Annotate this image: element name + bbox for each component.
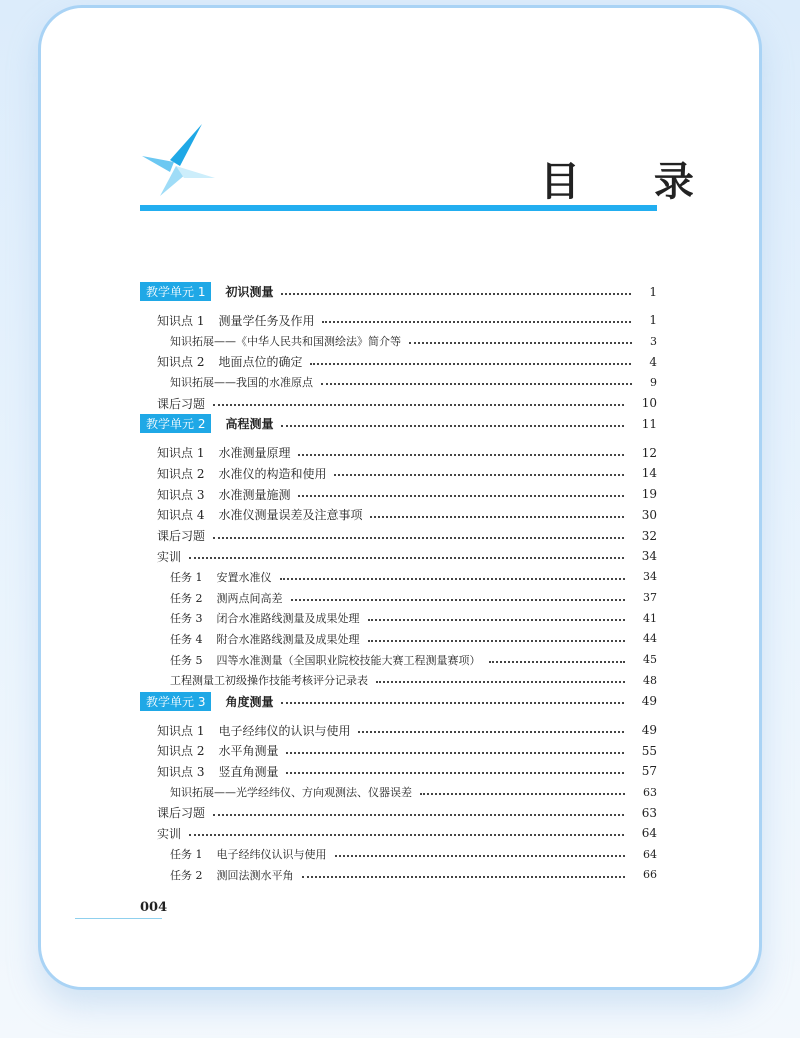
dot-leader xyxy=(409,342,632,344)
dot-leader xyxy=(213,537,624,539)
dot-leader xyxy=(335,855,626,857)
entry-label: 任务 4 xyxy=(170,632,203,646)
toc-row[interactable] xyxy=(140,740,657,761)
entry-page: 66 xyxy=(643,868,657,882)
entry-page: 9 xyxy=(650,375,657,389)
toc-row[interactable] xyxy=(140,802,657,823)
dot-leader xyxy=(334,474,623,476)
entry-page: 37 xyxy=(643,591,657,605)
dot-leader xyxy=(281,293,631,295)
toc-row[interactable] xyxy=(140,649,657,670)
entry-page: 64 xyxy=(641,826,657,841)
entry-page: 41 xyxy=(643,611,657,625)
page-number-rule xyxy=(75,918,162,919)
dot-leader xyxy=(298,454,623,456)
dot-leader xyxy=(368,640,626,642)
entry-label: 知识点 3 xyxy=(157,764,205,779)
entry-title: 附合水准路线测量及成果处理 xyxy=(216,632,360,646)
toc-row[interactable] xyxy=(140,629,657,650)
entry-label: 知识点 1 xyxy=(157,446,205,461)
page-title: 目 录 xyxy=(540,159,724,205)
toc-row[interactable] xyxy=(140,463,657,484)
dot-leader xyxy=(321,383,632,385)
unit-badge: 教学单元 2 xyxy=(140,414,211,433)
title-underline xyxy=(140,205,657,211)
entry-page: 45 xyxy=(643,653,657,667)
entry-page: 3 xyxy=(650,334,657,348)
entry-page: 49 xyxy=(641,723,657,738)
dot-leader xyxy=(376,681,625,683)
entry-title: 课后习题 xyxy=(157,396,206,411)
entry-label: 任务 1 xyxy=(170,848,203,862)
toc-row[interactable] xyxy=(140,608,657,629)
dot-leader xyxy=(298,495,623,497)
entry-page: 12 xyxy=(641,445,657,460)
entry-title: 测量学任务及作用 xyxy=(218,313,315,328)
entry-title: 知识拓展——光学经纬仪、方向观测法、仪器误差 xyxy=(170,786,412,800)
dot-leader xyxy=(281,702,623,704)
entry-label: 知识点 3 xyxy=(157,487,205,502)
toc-row[interactable] xyxy=(140,567,657,588)
dot-leader xyxy=(420,793,625,795)
entry-page: 63 xyxy=(641,805,657,820)
entry-title: 电子经纬仪认识与使用 xyxy=(216,848,327,862)
entry-label: 知识点 2 xyxy=(157,744,205,759)
entry-label: 任务 5 xyxy=(170,653,203,667)
toc-row[interactable] xyxy=(140,351,657,372)
dot-leader xyxy=(291,599,626,601)
toc-row[interactable] xyxy=(140,484,657,505)
entry-label: 知识点 1 xyxy=(157,313,205,328)
dot-leader xyxy=(368,619,626,621)
entry-page: 63 xyxy=(643,785,657,799)
toc-row[interactable] xyxy=(140,670,657,691)
toc-row[interactable] xyxy=(140,393,657,414)
unit-badge: 教学单元 1 xyxy=(140,282,211,301)
toc-row[interactable] xyxy=(140,372,657,393)
entry-page: 1 xyxy=(649,313,657,328)
entry-title: 电子经纬仪的认识与使用 xyxy=(218,723,351,738)
dot-leader xyxy=(358,731,623,733)
dot-leader xyxy=(370,516,623,518)
toc-row[interactable] xyxy=(140,844,657,865)
entry-title: 实训 xyxy=(157,826,182,841)
entry-title: 课后习题 xyxy=(157,529,206,544)
toc-unit-row[interactable] xyxy=(140,281,657,302)
dot-leader xyxy=(213,404,624,406)
entry-title: 水准测量施测 xyxy=(218,487,291,502)
entry-title: 地面点位的确定 xyxy=(218,355,303,370)
entry-title: 测回法测水平角 xyxy=(216,868,294,882)
dot-leader xyxy=(189,557,624,559)
toc-row[interactable] xyxy=(140,546,657,567)
entry-page: 48 xyxy=(643,673,657,687)
entry-title: 知识拓展——我国的水准原点 xyxy=(170,376,313,390)
entry-title: 安置水准仪 xyxy=(216,570,272,584)
toc-row[interactable] xyxy=(140,442,657,463)
toc-row[interactable] xyxy=(140,865,657,886)
entry-label: 任务 3 xyxy=(170,612,203,626)
entry-title: 竖直角测量 xyxy=(218,764,279,779)
toc-unit-row[interactable] xyxy=(140,691,657,712)
toc-row[interactable] xyxy=(140,823,657,844)
dot-leader xyxy=(489,661,626,663)
entry-page: 55 xyxy=(641,743,657,758)
dot-leader xyxy=(213,814,624,816)
entry-title: 四等水准测量（全国职业院校技能大赛工程测量赛项） xyxy=(216,653,481,667)
dot-leader xyxy=(286,752,623,754)
entry-title: 角度测量 xyxy=(225,694,274,709)
entry-page: 49 xyxy=(641,694,657,709)
entry-title: 水准仪的构造和使用 xyxy=(218,466,327,481)
toc-unit-row[interactable] xyxy=(140,413,657,434)
entry-page: 32 xyxy=(641,528,657,543)
entry-title: 水准仪测量误差及注意事项 xyxy=(218,508,363,523)
unit-badge: 教学单元 3 xyxy=(140,692,211,711)
entry-title: 课后习题 xyxy=(157,806,206,821)
entry-title: 闭合水准路线测量及成果处理 xyxy=(216,612,360,626)
toc-row[interactable] xyxy=(140,782,657,803)
entry-title: 工程测量工初级操作技能考核评分记录表 xyxy=(170,674,368,688)
dot-leader xyxy=(302,876,626,878)
entry-title: 水平角测量 xyxy=(218,744,279,759)
dot-leader xyxy=(281,425,623,427)
entry-page: 44 xyxy=(643,632,657,646)
entry-label: 任务 2 xyxy=(170,868,203,882)
entry-page: 1 xyxy=(649,284,657,299)
entry-page: 19 xyxy=(641,487,657,502)
entry-page: 11 xyxy=(641,416,657,431)
toc-row[interactable] xyxy=(140,720,657,741)
entry-page: 14 xyxy=(641,466,657,481)
entry-page: 30 xyxy=(641,507,657,522)
dot-leader xyxy=(322,321,631,323)
entry-page: 34 xyxy=(641,549,657,564)
entry-page: 57 xyxy=(641,764,657,779)
toc-row[interactable] xyxy=(140,310,657,331)
entry-page: 10 xyxy=(641,396,657,411)
entry-page: 34 xyxy=(643,570,657,584)
entry-title: 实训 xyxy=(157,549,182,564)
entry-title: 高程测量 xyxy=(225,417,274,432)
entry-title: 水准测量原理 xyxy=(218,446,291,461)
dot-leader xyxy=(286,772,623,774)
dot-leader xyxy=(310,363,631,365)
entry-label: 知识点 2 xyxy=(157,466,205,481)
toc-row[interactable] xyxy=(140,761,657,782)
logo-icon xyxy=(140,122,220,200)
entry-page: 4 xyxy=(649,354,657,369)
dot-leader xyxy=(189,834,624,836)
entry-label: 任务 1 xyxy=(170,570,203,584)
entry-label: 知识点 2 xyxy=(157,355,205,370)
entry-label: 任务 2 xyxy=(170,591,203,605)
entry-title: 测两点间高差 xyxy=(216,591,283,605)
entry-page: 64 xyxy=(643,847,657,861)
toc-row[interactable] xyxy=(140,525,657,546)
toc-row[interactable] xyxy=(140,587,657,608)
entry-label: 知识点 4 xyxy=(157,508,205,523)
toc-row[interactable] xyxy=(140,505,657,526)
dot-leader xyxy=(280,578,626,580)
toc-row[interactable] xyxy=(140,331,657,352)
table-of-contents xyxy=(140,281,657,885)
entry-label: 知识点 1 xyxy=(157,723,205,738)
entry-title: 知识拓展——《中华人民共和国测绘法》简介等 xyxy=(170,335,401,349)
entry-title: 初识测量 xyxy=(225,285,274,299)
page-number: 004 xyxy=(140,900,168,915)
